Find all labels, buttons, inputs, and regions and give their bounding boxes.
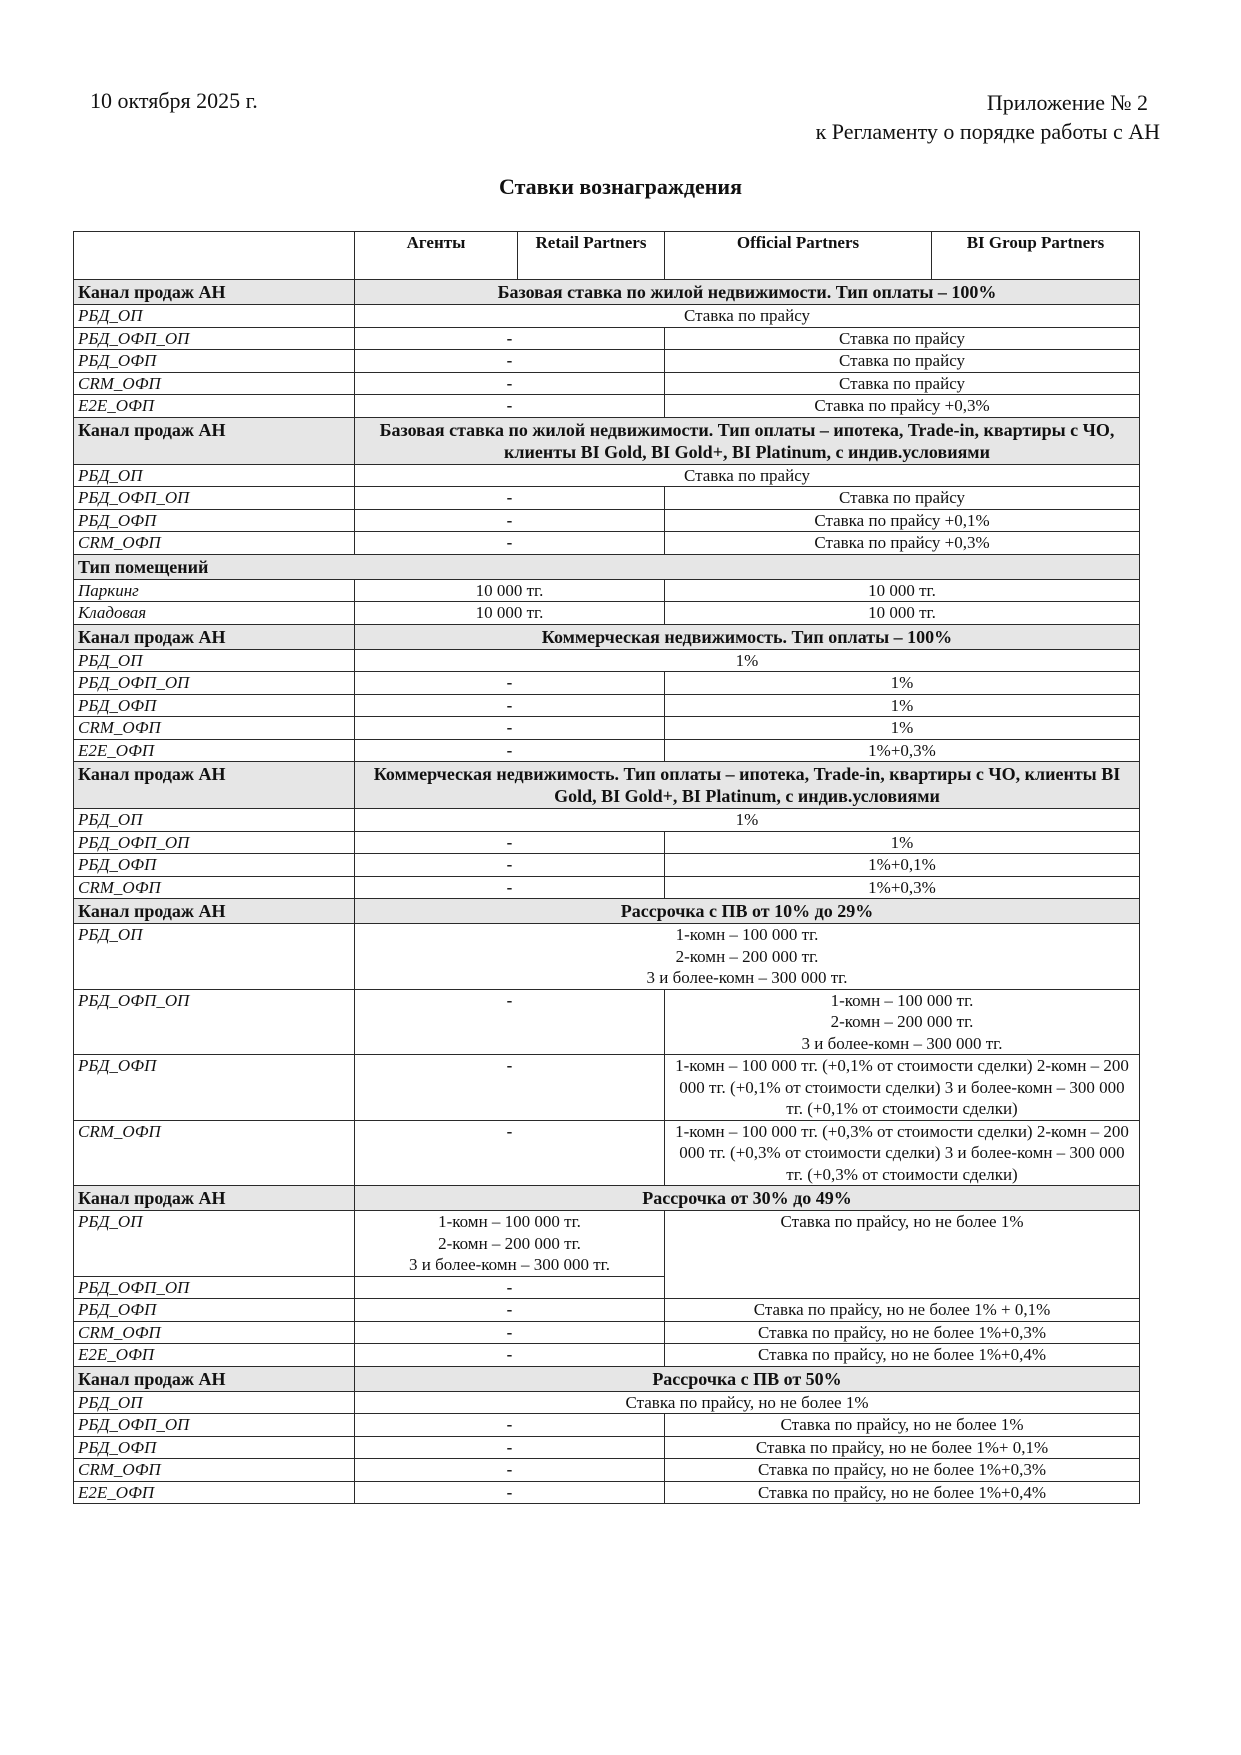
table-row [74,579,1140,602]
rate-value: Ставка по прайсу, но не более 1%+0,4% [665,1481,1140,1504]
appendix-reference [816,88,1160,146]
rate-value: Ставка по прайсу, но не более 1%+ 0,1% [665,1436,1140,1459]
row-label: РБД_ОФП [74,694,355,717]
rate-value: 10 000 тг. [665,579,1140,602]
channel-label: Канал продаж АН [74,762,355,809]
section-title: Коммерческая недвижимость. Тип оплаты – 100% [355,624,1140,649]
rate-dash: - [355,1459,665,1482]
row-label: E2E_ОФП [74,739,355,762]
table-row [74,350,1140,373]
rate-value: 1-комн – 100 000 тг. (+0,1% от стоимости сделки) 2-комн – 200 000 тг. (+0,1% от стоимости сделки) 3 и более-комн – 300 000 тг. (+0,1% от стоимости сделки) [665,1055,1140,1121]
rate-value: Ставка по прайсу [665,327,1140,350]
section-title: Базовая ставка по жилой недвижимости. Тип оплаты – 100% [355,280,1140,305]
rate-value: Ставка по прайсу, но не более 1%+0,3% [665,1321,1140,1344]
row-label: РБД_ОФП_ОП [74,1414,355,1437]
rate-value: Ставка по прайсу [665,487,1140,510]
row-label: РБД_ОП [74,1211,355,1277]
row-label: CRM_ОФП [74,532,355,555]
row-label: E2E_ОФП [74,1344,355,1367]
table-row [74,1481,1140,1504]
section-title: Рассрочка от 30% до 49% [355,1186,1140,1211]
table-row [74,327,1140,350]
rate-dash: - [355,1344,665,1367]
rate-value: 1-комн – 100 000 тг. 2-комн – 200 000 тг. 3 и более-комн – 300 000 тг. [665,989,1140,1055]
table-row [74,924,1140,990]
table-row [74,876,1140,899]
channel-label: Канал продаж АН [74,899,355,924]
table-row [74,739,1140,762]
row-label: РБД_ОФП_ОП [74,487,355,510]
row-label: CRM_ОФП [74,717,355,740]
rate-dash: - [355,1481,665,1504]
section-header-row [74,417,1140,464]
row-label: Паркинг [74,579,355,602]
row-label: РБД_ОФП [74,854,355,877]
section-header-row [74,1186,1140,1211]
section-header-row [74,899,1140,924]
rate-dash: - [355,327,665,350]
appendix-regulation: к Регламенту о порядке работы с АН [815,119,1160,144]
rate-value: 10 000 тг. [355,602,665,625]
table-row [74,854,1140,877]
rate-dash: - [355,509,665,532]
row-label: CRM_ОФП [74,876,355,899]
rate-value: 1%+0,3% [665,739,1140,762]
table-row [74,509,1140,532]
rate-value: Ставка по прайсу +0,3% [665,395,1140,418]
rate-dash: - [355,487,665,510]
row-label: РБД_ОФП_ОП [74,989,355,1055]
rate-dash: - [355,831,665,854]
rate-dash: - [355,1321,665,1344]
rate-value: 1% [665,717,1140,740]
section-header-row [74,624,1140,649]
row-label: РБД_ОП [74,464,355,487]
table-row [74,1459,1140,1482]
rate-value: Ставка по прайсу, но не более 1% [665,1414,1140,1437]
row-label: РБД_ОП [74,1391,355,1414]
rate-dash: - [355,1120,665,1186]
row-label: РБД_ОП [74,809,355,832]
rate-value: 10 000 тг. [665,602,1140,625]
table-row [74,1414,1140,1437]
channel-label: Канал продаж АН [74,1186,355,1211]
row-label: РБД_ОП [74,305,355,328]
rate-value: Ставка по прайсу, но не более 1% [355,1391,1140,1414]
table-row [74,464,1140,487]
row-label: РБД_ОП [74,649,355,672]
table-row [74,487,1140,510]
document-date: 10 октября 2025 г. [90,88,258,113]
column-header-agents: Агенты [355,232,518,280]
section-title: Рассрочка с ПВ от 50% [355,1366,1140,1391]
channel-label: Канал продаж АН [74,624,355,649]
table-row [74,1436,1140,1459]
section-title: Коммерческая недвижимость. Тип оплаты – ипотека, Trade-in, квартиры с ЧО, клиенты BI Gold, BI Gold+, BI Platinum, с индив.условиями [355,762,1140,809]
column-header-official-partners: Official Partners [665,232,932,280]
row-label: РБД_ОФП [74,509,355,532]
rate-value: Ставка по прайсу [665,350,1140,373]
rate-dash: - [355,989,665,1055]
rate-dash: - [355,1276,665,1299]
column-header-bi-group-partners: BI Group Partners [932,232,1140,280]
row-label: РБД_ОФП [74,350,355,373]
rate-dash: - [355,1299,665,1322]
rate-value: Ставка по прайсу +0,3% [665,532,1140,555]
rate-value: 1% [665,831,1140,854]
table-row [74,1120,1140,1186]
column-header-retail-partners: Retail Partners [518,232,665,280]
rate-dash: - [355,739,665,762]
rate-dash: - [355,350,665,373]
rate-value: Ставка по прайсу [355,464,1140,487]
rate-value: Ставка по прайсу [355,305,1140,328]
channel-label: Канал продаж АН [74,1366,355,1391]
table-row [74,602,1140,625]
rate-value: 1% [355,649,1140,672]
table-row [74,717,1140,740]
channel-label: Канал продаж АН [74,417,355,464]
appendix-number: Приложение № 2 [986,90,1148,115]
row-label: РБД_ОП [74,924,355,990]
section-header-row [74,280,1140,305]
rate-dash: - [355,717,665,740]
rate-value: Ставка по прайсу, но не более 1%+0,4% [665,1344,1140,1367]
table-row [74,532,1140,555]
row-label: CRM_ОФП [74,1120,355,1186]
rate-dash: - [355,672,665,695]
row-label: E2E_ОФП [74,1481,355,1504]
rate-dash: - [355,1436,665,1459]
rate-value: Ставка по прайсу [665,372,1140,395]
table-row [74,305,1140,328]
rate-value: 1%+0,3% [665,876,1140,899]
section-header-row [74,1366,1140,1391]
row-label: CRM_ОФП [74,1459,355,1482]
rate-value: Ставка по прайсу, но не более 1% + 0,1% [665,1299,1140,1322]
table-row [74,989,1140,1055]
rate-dash: - [355,1055,665,1121]
row-label: РБД_ОФП [74,1436,355,1459]
row-label: РБД_ОФП_ОП [74,327,355,350]
table-row [74,395,1140,418]
table-row [74,1321,1140,1344]
rate-dash: - [355,854,665,877]
rate-value: 1% [355,809,1140,832]
row-label: РБД_ОФП_ОП [74,831,355,854]
row-label: CRM_ОФП [74,372,355,395]
rate-value: 10 000 тг. [355,579,665,602]
rate-value: 1-комн – 100 000 тг. 2-комн – 200 000 тг. 3 и более-комн – 300 000 тг. [355,924,1140,990]
page-title: Ставки вознаграждения [499,174,742,199]
rate-value: 1% [665,694,1140,717]
table-row [74,809,1140,832]
channel-label: Канал продаж АН [74,280,355,305]
rate-dash: - [355,372,665,395]
rate-value: 1-комн – 100 000 тг. (+0,3% от стоимости сделки) 2-комн – 200 000 тг. (+0,3% от стоимости сделки) 3 и более-комн – 300 000 тг. (+0,3% от стоимости сделки) [665,1120,1140,1186]
table-row [74,1344,1140,1367]
row-label: РБД_ОФП [74,1299,355,1322]
rate-dash: - [355,876,665,899]
section-header-row [74,554,1140,579]
rate-dash: - [355,532,665,555]
section-title: Базовая ставка по жилой недвижимости. Тип оплаты – ипотека, Trade-in, квартиры с ЧО, клиенты BI Gold, BI Gold+, BI Platinum, с индив.условиями [355,417,1140,464]
table-row [74,1211,1140,1277]
rate-value: Ставка по прайсу, но не более 1% [665,1211,1140,1299]
table-row [74,694,1140,717]
rate-value: 1-комн – 100 000 тг. 2-комн – 200 000 тг. 3 и более-комн – 300 000 тг. [355,1211,665,1277]
section-title: Рассрочка с ПВ от 10% до 29% [355,899,1140,924]
table-row [74,1391,1140,1414]
rate-value: Ставка по прайсу, но не более 1%+0,3% [665,1459,1140,1482]
rate-dash: - [355,395,665,418]
table-row [74,672,1140,695]
row-label: РБД_ОФП_ОП [74,1276,355,1299]
table-row [74,372,1140,395]
rate-dash: - [355,694,665,717]
table-row [74,649,1140,672]
row-label: E2E_ОФП [74,395,355,418]
table-row [74,1299,1140,1322]
rate-value: 1% [665,672,1140,695]
table-row [74,1055,1140,1121]
table-header-row [74,232,1140,280]
section-header-row [74,762,1140,809]
row-label: РБД_ОФП_ОП [74,672,355,695]
rate-dash: - [355,1414,665,1437]
section-title: Тип помещений [74,554,1140,579]
row-label: Кладовая [74,602,355,625]
rate-value: Ставка по прайсу +0,1% [665,509,1140,532]
rate-value: 1%+0,1% [665,854,1140,877]
row-label: РБД_ОФП [74,1055,355,1121]
row-label: CRM_ОФП [74,1321,355,1344]
rates-table [73,231,1140,1504]
table-row [74,831,1140,854]
column-header-channel [74,232,355,280]
